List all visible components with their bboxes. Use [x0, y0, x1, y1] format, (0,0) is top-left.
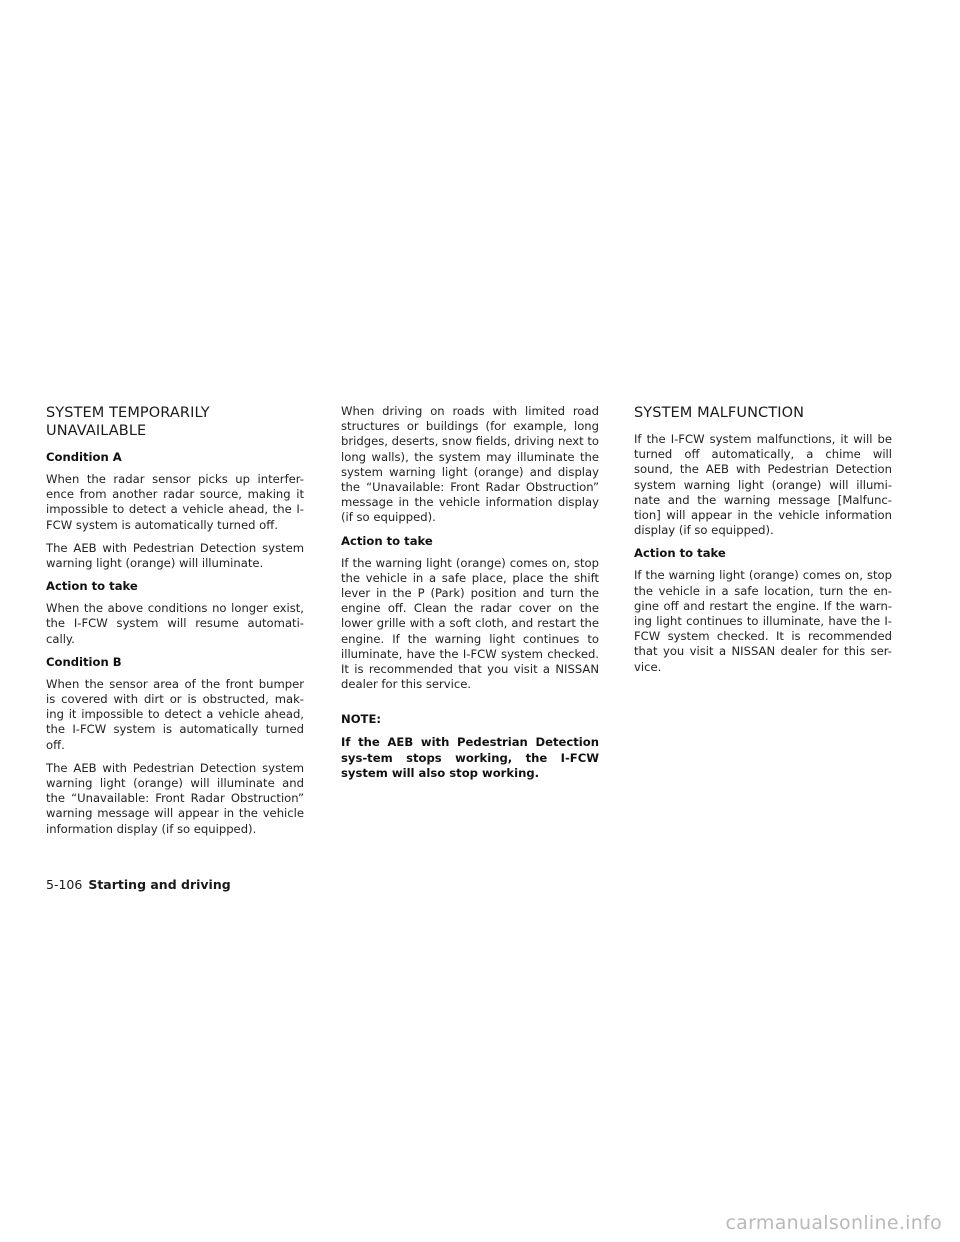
watermark-text: carmanualsonline.info — [725, 1212, 942, 1234]
condition-a-paragraph-2: The AEB with Pedestrian Detection system warning light (orange) will illuminate. — [46, 540, 304, 571]
malfunction-paragraph: If the I-FCW system malfunctions, it will be turned off automatically, a chime will sound, the AEB with Pedestrian Detection system warning light (orange) will illumi-nate and the warning message [Malfunc-tion] will appear in the vehicle information display (if so equipped). — [634, 432, 892, 538]
limited-road-structures-paragraph: When driving on roads with limited road structures or buildings (for example, long bridges, deserts, snow fields, driving next to long walls), the system may illuminate the system warning light (orange) and display the “Unavailable: Front Radar Obstruction” message in the vehicle information display (if so equipped). — [341, 404, 599, 525]
action-to-take-a-paragraph: When the above conditions no longer exist, the I-FCW system will resume automati-cally. — [46, 601, 304, 646]
condition-a-heading: Condition A — [46, 450, 122, 464]
chapter-title: Starting and driving — [88, 877, 231, 892]
title-line-2: UNAVAILABLE — [46, 423, 147, 439]
section-title-system-temporarily-unavailable — [46, 404, 304, 440]
page-footer — [46, 877, 231, 893]
action-to-take-heading-2: Action to take — [341, 533, 433, 548]
action-to-take-heading-3: Action to take — [634, 546, 726, 561]
column-1 — [46, 404, 304, 845]
note-text: If the AEB with Pedestrian Detection sys-tem stops working, the I-FCW system will also stop working. — [341, 735, 599, 780]
condition-b-heading: Condition B — [46, 654, 122, 669]
page-number: 5-106 — [46, 877, 83, 892]
condition-a-paragraph-1: When the radar sensor picks up interfer-ence from another radar source, making it impossible to detect a vehicle ahead, the I-FCW system is automatically turned off. — [46, 472, 304, 532]
title-line-1: SYSTEM TEMPORARILY — [46, 405, 210, 421]
column-3 — [634, 404, 892, 683]
action-to-take-paragraph-2: If the warning light (orange) comes on, stop the vehicle in a safe place, place the shift lever in the P (Park) position and turn the engine off. Clean the radar cover on the lower grille with a soft cloth, and restart the engine. If the warning light continues to illuminate, have the I-FCW system checked. It is recommended that you visit a NISSAN dealer for this service. — [341, 555, 599, 692]
condition-b-paragraph-2: The AEB with Pedestrian Detection system warning light (orange) will illuminate and the “Unavailable: Front Radar Obstruction” warning message will appear in the vehicle information display (if so equipped). — [46, 760, 304, 836]
condition-b-paragraph-1: When the sensor area of the front bumper is covered with dirt or is obstructed, mak-ing it impossible to detect a vehicle ahead, the I-FCW system is automatically turned off. — [46, 676, 304, 752]
note-label: NOTE: — [341, 712, 382, 727]
action-to-take-paragraph-3: If the warning light (orange) comes on, stop the vehicle in a safe location, turn the en-gine off and restart the engine. If the warn-ing light continues to illuminate, have the I-FCW system checked. It is recommended that you visit a NISSAN dealer for this ser-vice. — [634, 568, 892, 674]
section-title-system-malfunction: SYSTEM MALFUNCTION — [634, 405, 805, 421]
action-to-take-a-heading: Action to take — [46, 579, 138, 594]
column-2 — [341, 404, 599, 781]
